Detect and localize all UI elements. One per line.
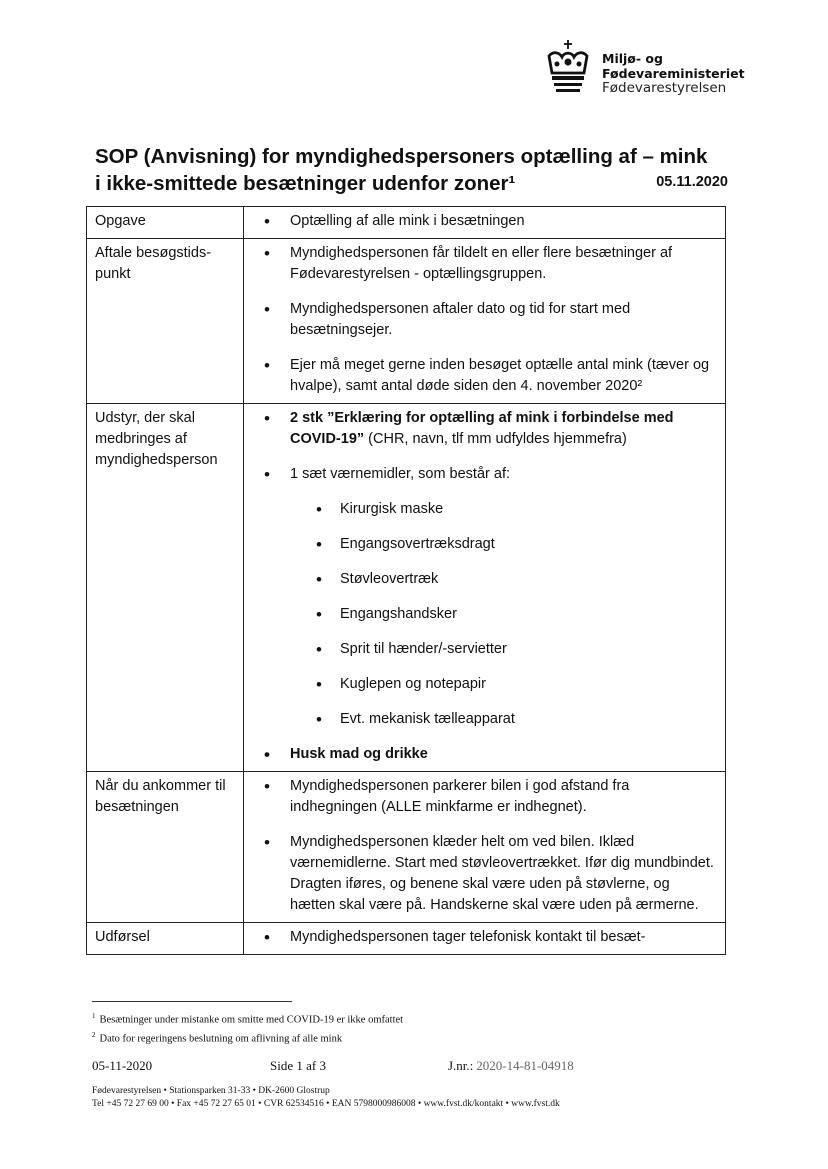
- sublist-item: • Kirurgisk maske: [290, 499, 717, 520]
- list-item: • Optælling af alle mink i besætningen: [252, 211, 717, 232]
- sublist-item: • Kuglepen og notepapir: [290, 674, 717, 695]
- row-label: Aftale besøgstids-punkt: [87, 239, 244, 404]
- address-line-2: Tel +45 72 27 69 00 • Fax +45 72 27 65 01 • CVR 62534516 • EAN 5798000986008 • www.fvst.dk/kontakt • www.fvst.dk: [92, 1099, 560, 1109]
- ppe-intro-text: 1 sæt værnemidler, som består af:: [290, 466, 510, 482]
- sop-table: [86, 206, 726, 955]
- list-item: • Myndighedspersonen klæder helt om ved bilen. Iklæd værnemidlerne. Start med støvleovertrækket. Ifør dig mundbindet. Dragten iføres, og benene skal være uden på støvlerne, og hætten skal være på. Handskerne skal være uden på ærmerne.: [252, 832, 717, 916]
- sublist-item: • Evt. mekanisk tælleapparat: [290, 709, 717, 730]
- footnote-text: Dato for regeringens beslutning om aflivning af alle mink: [99, 1033, 343, 1044]
- sublist-item: • Engangshandsker: [290, 604, 717, 625]
- footnote-text: Besætninger under mistanke om smitte med COVID-19 er ikke omfattet: [99, 1014, 404, 1026]
- footer-date: 05-11-2020: [92, 1058, 153, 1073]
- declaration-rest-text: (CHR, navn, tlf mm udfyldes hjemmefra): [364, 431, 627, 447]
- table-row-udstyr: [87, 404, 726, 772]
- row-label: Udførsel: [87, 923, 244, 955]
- logo-line-1: Miljø- og: [602, 51, 663, 66]
- address-line-1: Fødevarestyrelsen • Stationsparken 31-33 • DK-2600 Glostrup: [92, 1086, 330, 1096]
- declaration-bold-text: 2 stk ”Erklæring for optælling af mink i forbindelse med COVID-19”: [290, 410, 674, 447]
- footnote-1: [92, 1009, 403, 1028]
- row-label: Udstyr, der skal medbringes af myndighedsperson: [87, 404, 244, 772]
- row-content: [244, 239, 726, 404]
- list-item: • Husk mad og drikke: [252, 744, 717, 765]
- footnotes: [92, 1009, 403, 1046]
- list-item: [252, 408, 717, 450]
- sublist-item: • Støvleovertræk: [290, 569, 717, 590]
- footnote-mark: 2: [92, 1030, 96, 1039]
- page-number: Side 1 af 3: [270, 1058, 326, 1073]
- sublist-item: • Sprit til hænder/-servietter: [290, 639, 717, 660]
- footnote-mark: 1: [92, 1012, 96, 1020]
- logo-text: [602, 51, 745, 96]
- list-item: • Ejer må meget gerne inden besøget optælle antal mink (tæver og hvalpe), samt antal døde siden den 4. november 2020²: [252, 355, 717, 397]
- logo-line-3: Fødevarestyrelsen: [602, 80, 727, 96]
- row-label: Opgave: [87, 207, 244, 239]
- journal-label: J.nr.:: [448, 1058, 474, 1073]
- table-row-aftale: [87, 239, 726, 404]
- list-item: • Myndighedspersonen tager telefonisk kontakt til besæt-: [252, 927, 717, 948]
- title-line-2: i ikke-smittede besætninger udenfor zoner¹: [95, 172, 516, 195]
- document-date: 05.11.2020: [656, 174, 728, 190]
- row-content: [244, 404, 726, 772]
- ministry-logo: [545, 40, 745, 100]
- list-item: [252, 464, 717, 730]
- sublist-item: • Engangsovertræksdragt: [290, 534, 717, 555]
- document-title: [95, 143, 735, 197]
- footnote-divider: [92, 1001, 292, 1002]
- row-content: [244, 772, 726, 923]
- journal-value: 2020-14-81-04918: [476, 1058, 574, 1073]
- list-item: • Myndighedspersonen parkerer bilen i god afstand fra indhegningen (ALLE minkfarme er indhegnet).: [252, 776, 717, 818]
- crown-icon: [545, 40, 591, 94]
- list-item: • Myndighedspersonen aftaler dato og tid for start med besætningsejer.: [252, 299, 717, 341]
- table-row-udforsel: [87, 923, 726, 955]
- ppe-sublist: [290, 499, 717, 730]
- row-content: [244, 207, 726, 239]
- table-row-ankomst: [87, 772, 726, 923]
- table-row-opgave: [87, 207, 726, 239]
- footer-address: [92, 1085, 560, 1111]
- logo-line-2: Fødevareministeriet: [602, 66, 745, 81]
- list-item: • Myndighedspersonen får tildelt en eller flere besætninger af Fødevarestyrelsen - optællingsgruppen.: [252, 243, 717, 285]
- footnote-2: [92, 1028, 403, 1047]
- row-label: Når du ankommer til besætningen: [87, 772, 244, 923]
- row-content: [244, 923, 726, 955]
- journal-number: [448, 1058, 574, 1074]
- title-line-1: SOP (Anvisning) for myndighedspersoners optælling af – mink: [95, 145, 708, 168]
